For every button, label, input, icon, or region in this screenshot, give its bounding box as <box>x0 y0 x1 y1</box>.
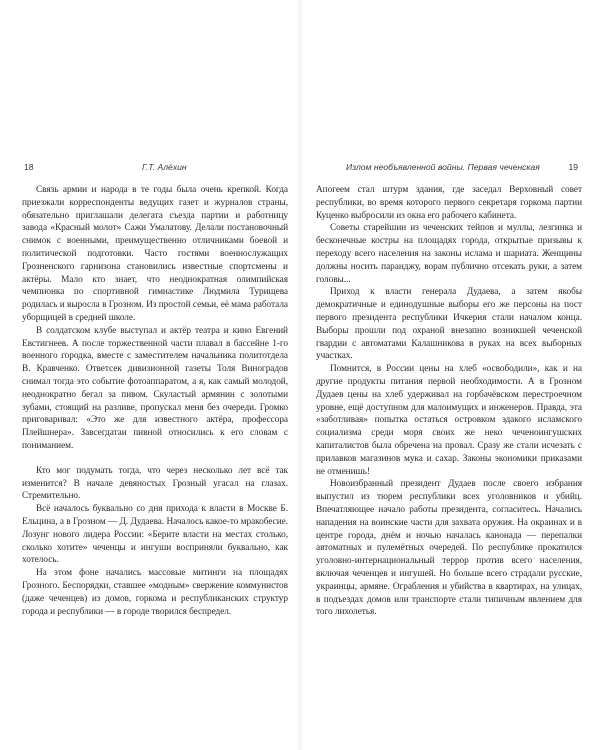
left-running-title: Г.Т. Алёхин <box>142 162 187 172</box>
left-paragraph: В солдатском клубе выступал и актёр театра и кино Евгений Евстигнеев. А после торжественной части плавал в бассейне 1-го военного городка, вместе с заместителем начальника политотдела В. Кравченко. Ответсек дивизионной газеты Толя Виноградов снимал тогда это событие фотоаппаратом, а я, как самый молодой, неоднократно бегал за пивом. Скуластый армянин с золотыми зубами, стоящий на разливе, пропускал меня без очереди. Громко приговаривал: «Это же для известного актёра, профессора Плейшнера». Завсегдатаи пивной относились к его словам с пониманием. <box>22 325 288 451</box>
left-page-number: 18 <box>24 162 34 172</box>
left-paragraph: Кто мог подумать тогда, что через несколько лет всё так изменится? В начале девяностых Грозный угасал на глазах. Стремительно. <box>22 465 288 502</box>
right-paragraph: Новоизбранный президент Дудаев после своего избрания выпустил из тюрем республики всех уголовников и убийц. Впечатляющее начало работы президента, согласитесь. Начались нападения на воинские части для захвата оружия. На окраинах и в центре города, днём и ночью началась канонада — перепалки автоматных и пулемётных очередей. По республике прокатился уголовно-интернациональный террор против всего населения, включая чеченцев и ингушей. Но больше всего страдали русские, украинцы, армяне. Ограбления и убийства в квартирах, на улицах, в подъездах домов или транспорте стали типичным явлением для того лихолетья. <box>316 479 582 618</box>
right-page-text <box>316 184 582 619</box>
left-page-text <box>22 184 288 618</box>
left-running-head <box>22 162 288 176</box>
left-paragraph: Связь армии и народа в те годы была очень крепкой. Когда приезжали корреспонденты ведущих газет и журналов страны, обязательно приглашали делегата съезда партии и работницу завода «Красный молот» Сажи Умалатову. Делали постановочный снимок с военными, преимущественно отличниками боевой и политической подготовки. Часто гостями военнослужащих Грозненского гарнизона становились известные спортсмены и актёры. Мало кто знает, что неоднократная олимпийская чемпионка по спортивной гимнастике Людмила Турищева родилась и выросла в Грозном. Из простой семьи, её мама работала уборщицей в средней школе. <box>22 185 288 323</box>
right-paragraph: Помнится, в России цены на хлеб «освободили», как и на другие продукты питания первой необходимости. А в Грозном Дудаев цены на хлеб удерживал на горбачёвском перестроечном уровне, ещё доступном для малоимущих и инженеров. Правда, эта «заботливая» попытка остаться островком эдакого исламского социализма среди моря своих же неко чеченоингушских капиталистов была обречена на провал. Сразу же стали исчезать с прилавков магазинов мука и сахар. Законы экономики приказами не отменишь! <box>316 364 582 477</box>
right-page-number: 19 <box>568 162 578 172</box>
left-paragraph: На этом фоне начались массовые митинги на площадях Грозного. Беспорядки, ставшее «модным» свержение коммунистов (даже чеченцев) из домов, горкома и республиканских структур города и республики — в городе творился беспредел. <box>22 568 288 617</box>
left-page <box>22 162 288 722</box>
right-paragraph: Апогеем стал штурм здания, где заседал Верховный совет республики, во время которого первого секретаря горкома партии Куценко выбросили из окна его рабочего кабинета. <box>316 185 582 221</box>
right-paragraph: Приход к власти генерала Дудаева, а затем якобы демократичные и единодушные выборы его же персоны на пост первого президента республики Ичкерия стали началом конца. Выборы прошли под охраной внезапно возникшей чеченской гвардии с автоматами Калашникова в руках на всех выборных участках. <box>316 287 582 362</box>
right-page <box>316 162 582 722</box>
book-fold <box>296 0 304 750</box>
right-paragraph: Советы старейшин из чеченских тейпов и муллы, лезгинка и бесконечные костры на площадях города, открытые призывы к переходу всего населения на законы ислама и шариата. Женщины должны носить паранджу, ворам публично отсекать руки, а затем головы... <box>316 223 582 285</box>
right-running-title: Излом необъявленной войны. Первая чеченская <box>346 162 540 172</box>
right-running-head <box>316 162 582 176</box>
left-paragraph: Всё началось буквально со дня прихода к власти в Москве Б. Ельцина, а в Грозном — Д. Дудаева. Началось какое-то мракобесие. Лозунг нового лидера России: «Берите власти на местах столько, сколько хотите» чеченцы и ингуши восприняли буквально, как хотелось. <box>22 504 288 566</box>
